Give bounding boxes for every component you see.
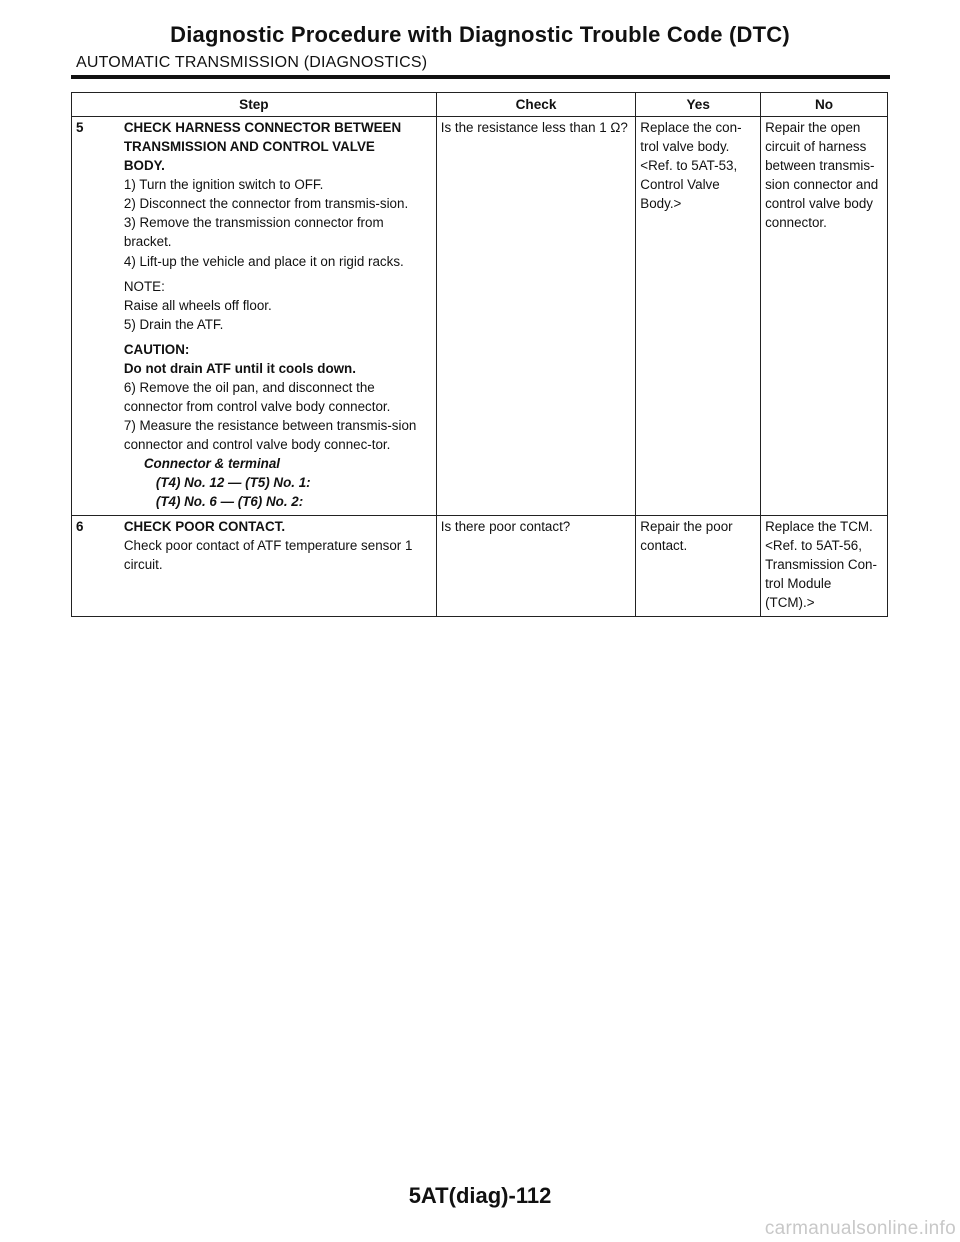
step-number: 6 <box>72 515 124 616</box>
step-number: 5 <box>72 117 124 516</box>
terminal-spec: (T4) No. 6 — (T6) No. 2: <box>155 493 304 509</box>
step-title: CHECK POOR CONTACT. <box>123 518 286 534</box>
page-number: 5AT(diag)-112 <box>408 1183 552 1208</box>
table-header-row <box>72 93 888 117</box>
procedure-step: 3) Remove the transmission connector from bracket. <box>123 215 384 250</box>
check-cell: Is there poor contact? <box>436 515 636 616</box>
step-title: TRANSMISSION AND CONTROL VALVE <box>123 139 375 155</box>
caution-text: Do not drain ATF until it cools down. <box>123 360 356 376</box>
procedure-step: 6) Remove the oil pan, and disconnect the connector from control valve body connector. <box>123 379 391 414</box>
connector-label: Connector & terminal <box>143 455 281 471</box>
column-header-no: No <box>761 93 888 117</box>
procedure-step: 5) Drain the ATF. <box>123 316 224 332</box>
page-title: Diagnostic Procedure with Diagnostic Trouble Code (DTC) <box>170 22 790 47</box>
terminal-spec: (T4) No. 12 — (T5) No. 1: <box>155 474 311 490</box>
watermark: carmanualsonline.info <box>764 1218 956 1239</box>
section-title: AUTOMATIC TRANSMISSION (DIAGNOSTICS) <box>76 54 428 71</box>
step-title: BODY. <box>123 158 165 174</box>
procedure-step: 7) Measure the resistance between transmis-sion connector and control valve body connec-tor. <box>123 417 417 452</box>
procedure-step: Check poor contact of ATF temperature sensor 1 circuit. <box>123 537 413 572</box>
no-cell: Replace the TCM. <Ref. to 5AT-56, Transmission Con-trol Module (TCM).> <box>761 515 888 616</box>
column-header-check: Check <box>436 93 636 117</box>
note-label: NOTE: <box>123 278 165 294</box>
column-header-yes: Yes <box>636 93 761 117</box>
step-description <box>124 117 436 516</box>
column-header-step: Step <box>72 93 437 117</box>
yes-cell: Replace the con-trol valve body. <Ref. to 5AT-53, Control Valve Body.> <box>636 117 761 516</box>
step-description <box>124 515 436 616</box>
procedure-step: 4) Lift-up the vehicle and place it on rigid racks. <box>123 253 404 269</box>
yes-cell: Repair the poor contact. <box>636 515 761 616</box>
procedure-step: 1) Turn the ignition switch to OFF. <box>123 177 324 193</box>
diagnostic-table <box>71 92 888 617</box>
check-cell: Is the resistance less than 1 Ω? <box>436 117 636 516</box>
note-text: Raise all wheels off floor. <box>123 297 272 313</box>
step-title: CHECK HARNESS CONNECTOR BETWEEN <box>123 120 402 136</box>
procedure-step: 2) Disconnect the connector from transmis-sion. <box>123 196 409 212</box>
header-divider <box>71 75 890 79</box>
no-cell: Repair the open circuit of harness between transmis-sion connector and control valve body connector. <box>761 117 888 516</box>
table-row-step-6 <box>72 515 888 616</box>
caution-label: CAUTION: <box>123 341 190 357</box>
table-row-step-5 <box>72 117 888 516</box>
